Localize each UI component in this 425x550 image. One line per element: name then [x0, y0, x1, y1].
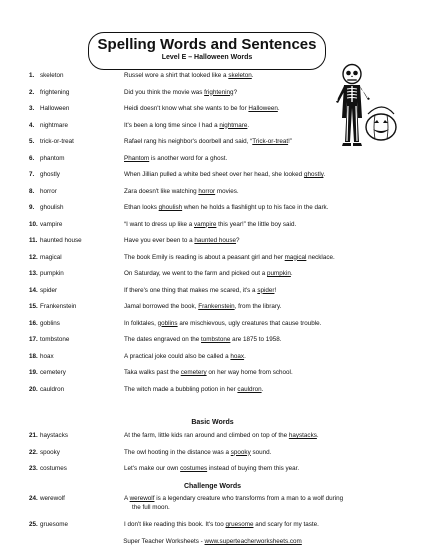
example-sentence [124, 204, 328, 211]
spelling-word: spider [40, 286, 58, 294]
page-subtitle: Level E – Halloween Words [161, 54, 253, 61]
sentence-text: instead of buying them this year. [207, 465, 300, 472]
sentence-text: A [124, 495, 130, 502]
spelling-word: nightmare [40, 121, 69, 129]
spelling-word: Frankenstein [40, 303, 77, 310]
sentence-text: ? [236, 237, 240, 244]
spelling-word: ghoulish [40, 204, 64, 211]
underlined-word: costumes [180, 465, 208, 472]
sentence-text: I don't like reading this book. It's too [124, 521, 226, 528]
spelling-word: tombstone [40, 336, 70, 343]
underlined-word: spooky [230, 448, 251, 456]
underlined-word: haystacks [288, 432, 317, 439]
sentence-text: ? [233, 88, 238, 96]
spelling-word: Halloween [40, 105, 70, 112]
example-sentence [124, 122, 249, 129]
sentence-text: On Saturday, we went to the farm and picked out a [124, 270, 268, 277]
item-number: 14. [29, 286, 38, 294]
sentence-text: Heidi doesn't know what she wants to be for [124, 105, 249, 112]
underlined-word: cauldron [237, 385, 262, 393]
sentence-text: Rafael rang his neighbor's doorbell and said, “ [124, 138, 253, 145]
item-number: 13. [29, 270, 38, 277]
example-sentence [124, 270, 293, 277]
sentence-text: Have you ever been to a [124, 237, 195, 244]
example-sentence [124, 369, 293, 376]
footer [0, 538, 425, 545]
example-sentence [124, 432, 319, 439]
example-sentence [124, 155, 227, 162]
sentence-text: movies. [215, 187, 239, 195]
underlined-word: Trick-or-treat [252, 138, 289, 145]
example-sentence [124, 287, 276, 294]
item-number: 5. [29, 138, 35, 145]
sentence-text: At the farm, little kids ran around and climbed on top of the [124, 432, 289, 439]
underlined-word: tombstone [201, 336, 231, 343]
underlined-word: magical [284, 253, 307, 261]
sentence-text: Did you think the movie was [124, 88, 205, 96]
spelling-word: werewolf [40, 495, 65, 502]
skeleton-pumpkin-illustration [330, 62, 402, 154]
title-box [88, 32, 326, 70]
spelling-word: vampire [40, 220, 63, 228]
example-sentence [124, 188, 239, 195]
spelling-word: gruesome [40, 521, 69, 528]
sentence-text: Jamal borrowed the book, [124, 303, 199, 310]
sentence-text: . [290, 270, 293, 277]
item-number: 18. [29, 352, 38, 360]
item-number: 16. [29, 319, 38, 327]
spelling-word: magical [40, 253, 62, 261]
sentence-text: A practical joke could also be called a [124, 352, 231, 360]
sentence-text: Ethan looks [124, 204, 159, 211]
sentence-text: The book Emily is reading is about a peasant girl and her [124, 253, 285, 261]
sentence-text: . [244, 352, 246, 360]
example-sentence [124, 336, 282, 343]
underlined-word: ghoulish [158, 204, 183, 211]
spelling-word: spooky [40, 448, 60, 456]
underlined-word: Phantom [124, 154, 150, 162]
sentence-text: when he holds a flashlight up to his face in the dark. [182, 204, 329, 211]
spelling-word: cemetery [40, 369, 66, 376]
example-sentence [124, 105, 280, 112]
sentence-text: and scary for my taste. [253, 521, 319, 528]
spelling-word: cauldron [40, 385, 65, 393]
example-sentence [124, 449, 271, 456]
underlined-word: frightening [204, 88, 234, 96]
item-number: 4. [29, 121, 35, 129]
item-number: 12. [29, 253, 38, 261]
sentence-text: Taka walks past the [124, 369, 181, 376]
example-sentence [124, 72, 254, 79]
challenge-words-heading: Challenge Words [183, 483, 242, 490]
sentence-text: If there's one thing that makes me scared, it's a [124, 286, 258, 294]
item-number: 22. [29, 448, 38, 456]
example-sentence [124, 237, 240, 244]
spelling-word: haystacks [40, 432, 68, 439]
sentence-text: necklace. [306, 253, 335, 261]
item-number: 20. [29, 385, 38, 393]
sentence-text: The dates engraved on the [124, 336, 202, 343]
example-sentence [124, 465, 299, 472]
example-sentence [124, 353, 246, 360]
example-sentence [124, 521, 319, 528]
item-number: 6. [29, 154, 35, 162]
sentence-text: The witch made a bubbling potion in her [124, 385, 238, 393]
sentence-text: The owl hooting in the distance was a [124, 448, 231, 456]
sentence-text: . [261, 385, 264, 393]
sentence-text: . [277, 105, 280, 112]
item-number: 23. [29, 465, 38, 472]
sentence-text: the full moon. [132, 504, 170, 511]
example-sentence [124, 254, 335, 261]
spelling-word: goblins [40, 319, 60, 327]
sentence-text: . [316, 432, 319, 439]
underlined-word: ghostly [303, 171, 324, 178]
sentence-text: on her way home from school. [206, 369, 293, 376]
underlined-word: vampire [194, 220, 217, 228]
sentence-text: ! [274, 286, 277, 294]
spelling-word: skeleton [40, 72, 64, 79]
example-sentence [124, 171, 325, 178]
item-number: 11. [29, 237, 38, 244]
sentence-text: this year!” the little boy said. [216, 220, 297, 228]
sentence-text: , from the library. [234, 303, 282, 310]
underlined-word: haunted house [194, 237, 237, 244]
example-sentence [124, 320, 321, 327]
spelling-word: trick-or-treat [40, 138, 74, 145]
item-number: 25. [29, 521, 38, 528]
spelling-word: costumes [40, 465, 67, 472]
underlined-word: Frankenstein [198, 303, 235, 310]
sentence-text: !” [288, 138, 292, 145]
item-number: 24. [29, 495, 38, 502]
underlined-word: gruesome [225, 521, 254, 528]
underlined-word: pumpkin [267, 270, 291, 277]
spelling-word: pumpkin [40, 270, 64, 277]
sentence-text: When Jillian pulled a white bed sheet over her head, she looked [124, 171, 304, 178]
underlined-word: nightmare [219, 121, 248, 129]
sentence-text: Let's make our own [124, 465, 181, 472]
item-number: 21. [29, 432, 38, 439]
spelling-word: phantom [40, 154, 65, 162]
sentence-text: are mischievous, ugly creatures that cause trouble. [177, 319, 322, 327]
item-number: 7. [29, 171, 35, 178]
sentence-text: “I want to dress up like a [124, 220, 194, 228]
item-number: 17. [29, 336, 38, 343]
spelling-word: frightening [40, 88, 70, 96]
item-number: 2. [29, 88, 35, 96]
spelling-word: hoax [40, 352, 54, 360]
underlined-word: Halloween [248, 105, 278, 112]
example-sentence [124, 221, 296, 228]
spelling-word: ghostly [40, 171, 60, 178]
sentence-text: . [251, 72, 254, 79]
underlined-word: spider [257, 286, 275, 294]
basic-words-heading: Basic Words [191, 419, 234, 426]
underlined-word: cemetery [180, 369, 207, 376]
item-number: 3. [29, 105, 35, 112]
example-sentence [124, 495, 343, 502]
sentence-text: It's been a long time since I had a [124, 121, 220, 129]
sentence-text: Russel wore a shirt that looked like a [124, 72, 229, 79]
underlined-word: hoax [230, 352, 245, 360]
item-number: 19. [29, 369, 38, 376]
sentence-text: is a legendary creature who transforms from a man to a wolf during [154, 495, 344, 502]
sentence-text: Zara doesn't like watching [124, 187, 199, 195]
sentence-text: sound. [250, 448, 272, 456]
footer-text: Super Teacher Worksheets - [123, 538, 205, 545]
underlined-word: horror [198, 187, 216, 195]
item-number: 9. [29, 204, 35, 211]
item-number: 10. [29, 220, 38, 228]
spelling-word: horror [40, 187, 57, 195]
page-title: Spelling Words and Sentences [97, 36, 317, 53]
sentence-text: . [323, 171, 326, 178]
underlined-word: goblins [157, 319, 178, 327]
item-number: 8. [29, 187, 35, 195]
example-sentence [124, 138, 292, 145]
item-number: 15. [29, 303, 38, 310]
underlined-word: skeleton [228, 72, 252, 79]
sentence-text: . [247, 121, 250, 129]
example-sentence [124, 303, 281, 310]
footer-link[interactable]: www.superteacherworksheets.com [204, 538, 302, 545]
spelling-word: haunted house [40, 237, 82, 244]
underlined-word: werewolf [129, 495, 155, 502]
example-sentence [124, 386, 263, 393]
example-sentence [124, 89, 237, 96]
sentence-text: In folktales, [124, 319, 158, 327]
sentence-text: is another word for a ghost. [149, 154, 228, 162]
item-number: 1. [29, 72, 35, 79]
sentence-text: are 1875 to 1958. [230, 336, 282, 343]
